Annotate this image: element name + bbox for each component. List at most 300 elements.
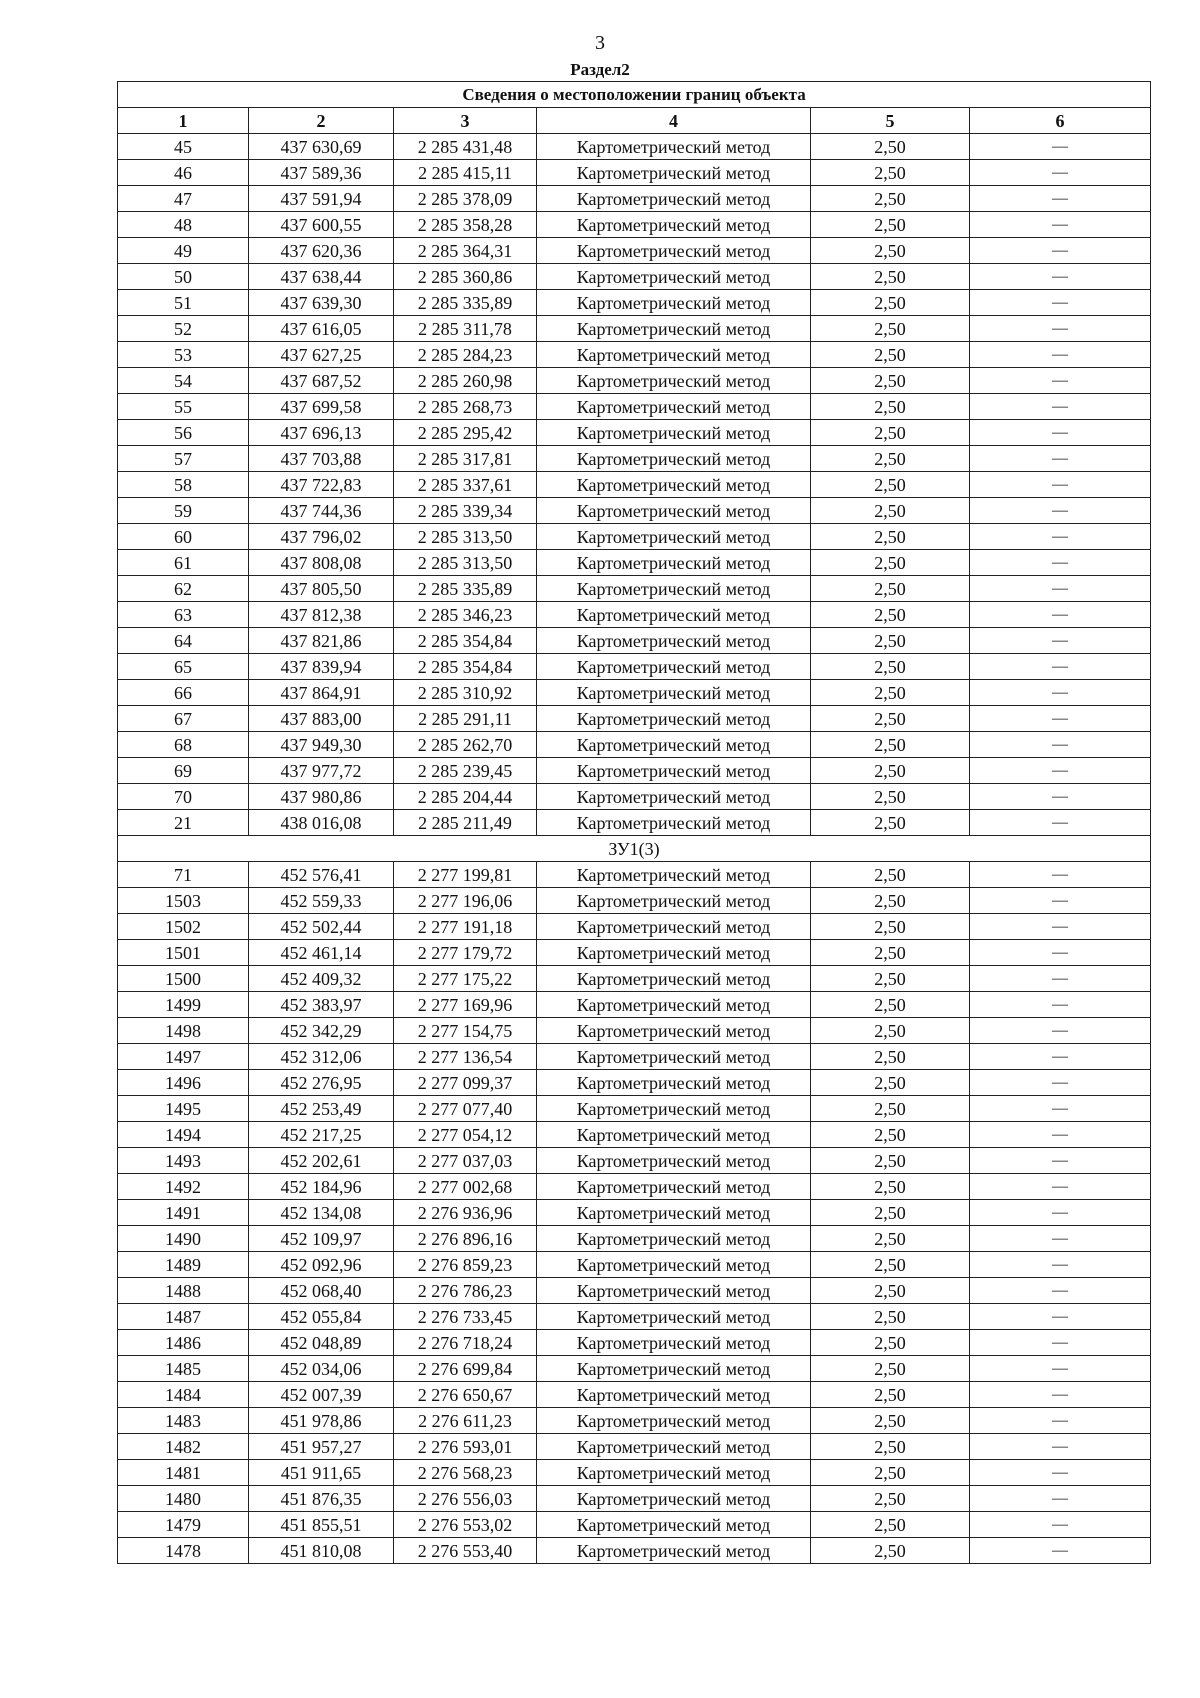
- cell-coord-x: 452 576,41: [249, 862, 394, 888]
- cell-description: —: [970, 654, 1151, 680]
- cell-accuracy: 2,50: [811, 1304, 970, 1330]
- cell-description: —: [970, 940, 1151, 966]
- cell-point-number: 45: [118, 134, 249, 160]
- cell-point-number: 49: [118, 238, 249, 264]
- cell-coord-y: 2 285 313,50: [394, 524, 537, 550]
- table-row: [118, 1070, 1151, 1096]
- cell-description: —: [970, 1226, 1151, 1252]
- table-row: [118, 290, 1151, 316]
- cell-method: Картометрический метод: [537, 1122, 811, 1148]
- cell-description: —: [970, 1330, 1151, 1356]
- cell-method: Картометрический метод: [537, 550, 811, 576]
- cell-coord-y: 2 276 936,96: [394, 1200, 537, 1226]
- table-row: [118, 1226, 1151, 1252]
- cell-coord-y: 2 277 169,96: [394, 992, 537, 1018]
- cell-method: Картометрический метод: [537, 1512, 811, 1538]
- cell-accuracy: 2,50: [811, 888, 970, 914]
- cell-coord-y: 2 276 553,40: [394, 1538, 537, 1564]
- cell-coord-x: 452 217,25: [249, 1122, 394, 1148]
- cell-coord-x: 452 461,14: [249, 940, 394, 966]
- cell-description: —: [970, 732, 1151, 758]
- table-row: [118, 1304, 1151, 1330]
- cell-coord-y: 2 285 358,28: [394, 212, 537, 238]
- table-row: [118, 1122, 1151, 1148]
- cell-accuracy: 2,50: [811, 654, 970, 680]
- cell-point-number: 1487: [118, 1304, 249, 1330]
- cell-coord-x: 451 978,86: [249, 1408, 394, 1434]
- table-row: [118, 992, 1151, 1018]
- column-number-6: 6: [970, 108, 1151, 134]
- cell-point-number: 53: [118, 342, 249, 368]
- cell-accuracy: 2,50: [811, 290, 970, 316]
- cell-accuracy: 2,50: [811, 1252, 970, 1278]
- cell-coord-y: 2 277 154,75: [394, 1018, 537, 1044]
- cell-description: —: [970, 680, 1151, 706]
- table-row: [118, 446, 1151, 472]
- cell-point-number: 69: [118, 758, 249, 784]
- cell-coord-y: 2 277 136,54: [394, 1044, 537, 1070]
- table-row: [118, 940, 1151, 966]
- cell-coord-x: 437 977,72: [249, 758, 394, 784]
- cell-coord-y: 2 277 191,18: [394, 914, 537, 940]
- cell-method: Картометрический метод: [537, 342, 811, 368]
- cell-accuracy: 2,50: [811, 992, 970, 1018]
- cell-method: Картометрический метод: [537, 524, 811, 550]
- cell-coord-y: 2 277 179,72: [394, 940, 537, 966]
- cell-coord-y: 2 285 204,44: [394, 784, 537, 810]
- cell-coord-x: 437 949,30: [249, 732, 394, 758]
- cell-accuracy: 2,50: [811, 368, 970, 394]
- cell-accuracy: 2,50: [811, 524, 970, 550]
- cell-method: Картометрический метод: [537, 186, 811, 212]
- cell-point-number: 1481: [118, 1460, 249, 1486]
- cell-point-number: 1498: [118, 1018, 249, 1044]
- cell-point-number: 50: [118, 264, 249, 290]
- table-row: [118, 1512, 1151, 1538]
- cell-coord-y: 2 277 037,03: [394, 1148, 537, 1174]
- cell-coord-x: 452 383,97: [249, 992, 394, 1018]
- cell-coord-x: 437 639,30: [249, 290, 394, 316]
- cell-description: —: [970, 1408, 1151, 1434]
- cell-coord-y: 2 276 718,24: [394, 1330, 537, 1356]
- cell-accuracy: 2,50: [811, 472, 970, 498]
- cell-method: Картометрический метод: [537, 446, 811, 472]
- table-body-part1: [118, 134, 1151, 836]
- cell-coord-x: 437 620,36: [249, 238, 394, 264]
- cell-coord-x: 437 591,94: [249, 186, 394, 212]
- cell-coord-x: 452 342,29: [249, 1018, 394, 1044]
- cell-coord-y: 2 276 699,84: [394, 1356, 537, 1382]
- cell-method: Картометрический метод: [537, 810, 811, 836]
- cell-coord-x: 451 957,27: [249, 1434, 394, 1460]
- cell-description: —: [970, 1200, 1151, 1226]
- cell-point-number: 1499: [118, 992, 249, 1018]
- cell-coord-y: 2 285 337,61: [394, 472, 537, 498]
- cell-coord-y: 2 285 262,70: [394, 732, 537, 758]
- cell-coord-y: 2 285 295,42: [394, 420, 537, 446]
- cell-method: Картометрический метод: [537, 1070, 811, 1096]
- cell-accuracy: 2,50: [811, 966, 970, 992]
- table-row: [118, 394, 1151, 420]
- cell-coord-y: 2 276 553,02: [394, 1512, 537, 1538]
- cell-accuracy: 2,50: [811, 1044, 970, 1070]
- cell-description: —: [970, 1122, 1151, 1148]
- cell-description: —: [970, 1486, 1151, 1512]
- cell-point-number: 1494: [118, 1122, 249, 1148]
- cell-coord-x: 437 699,58: [249, 394, 394, 420]
- cell-accuracy: 2,50: [811, 680, 970, 706]
- table-row: [118, 160, 1151, 186]
- cell-description: —: [970, 446, 1151, 472]
- cell-point-number: 1483: [118, 1408, 249, 1434]
- cell-point-number: 66: [118, 680, 249, 706]
- cell-method: Картометрический метод: [537, 1252, 811, 1278]
- table-row: [118, 758, 1151, 784]
- cell-point-number: 59: [118, 498, 249, 524]
- cell-method: Картометрический метод: [537, 1408, 811, 1434]
- cell-coord-x: 437 627,25: [249, 342, 394, 368]
- cell-coord-x: 437 808,08: [249, 550, 394, 576]
- cell-point-number: 64: [118, 628, 249, 654]
- cell-description: —: [970, 706, 1151, 732]
- cell-point-number: 56: [118, 420, 249, 446]
- cell-coord-y: 2 277 099,37: [394, 1070, 537, 1096]
- cell-method: Картометрический метод: [537, 680, 811, 706]
- cell-coord-x: 452 276,95: [249, 1070, 394, 1096]
- cell-description: —: [970, 628, 1151, 654]
- table-row: [118, 342, 1151, 368]
- cell-coord-y: 2 285 268,73: [394, 394, 537, 420]
- cell-coord-x: 452 559,33: [249, 888, 394, 914]
- cell-coord-x: 452 068,40: [249, 1278, 394, 1304]
- cell-accuracy: 2,50: [811, 1382, 970, 1408]
- table-row: [118, 498, 1151, 524]
- cell-method: Картометрический метод: [537, 1538, 811, 1564]
- cell-method: Картометрический метод: [537, 420, 811, 446]
- cell-coord-y: 2 276 568,23: [394, 1460, 537, 1486]
- cell-method: Картометрический метод: [537, 212, 811, 238]
- cell-method: Картометрический метод: [537, 394, 811, 420]
- cell-description: —: [970, 264, 1151, 290]
- column-number-4: 4: [537, 108, 811, 134]
- cell-coord-x: 452 312,06: [249, 1044, 394, 1070]
- cell-coord-y: 2 276 650,67: [394, 1382, 537, 1408]
- cell-coord-x: 437 722,83: [249, 472, 394, 498]
- group-row: [118, 836, 1151, 862]
- cell-coord-x: 437 630,69: [249, 134, 394, 160]
- cell-coord-y: 2 285 360,86: [394, 264, 537, 290]
- cell-accuracy: 2,50: [811, 134, 970, 160]
- table-row: [118, 1538, 1151, 1564]
- table-row: [118, 134, 1151, 160]
- cell-coord-y: 2 285 339,34: [394, 498, 537, 524]
- cell-method: Картометрический метод: [537, 290, 811, 316]
- cell-description: —: [970, 784, 1151, 810]
- cell-coord-x: 437 696,13: [249, 420, 394, 446]
- table-row: [118, 1382, 1151, 1408]
- table-row: [118, 914, 1151, 940]
- table-row: [118, 368, 1151, 394]
- cell-coord-x: 437 687,52: [249, 368, 394, 394]
- cell-accuracy: 2,50: [811, 550, 970, 576]
- cell-point-number: 1484: [118, 1382, 249, 1408]
- cell-coord-y: 2 285 431,48: [394, 134, 537, 160]
- cell-coord-x: 437 589,36: [249, 160, 394, 186]
- cell-coord-x: 437 616,05: [249, 316, 394, 342]
- cell-coord-x: 437 839,94: [249, 654, 394, 680]
- cell-coord-y: 2 285 378,09: [394, 186, 537, 212]
- cell-method: Картометрический метод: [537, 862, 811, 888]
- table-row: [118, 706, 1151, 732]
- cell-accuracy: 2,50: [811, 1070, 970, 1096]
- cell-accuracy: 2,50: [811, 212, 970, 238]
- cell-coord-x: 451 810,08: [249, 1538, 394, 1564]
- cell-coord-x: 452 048,89: [249, 1330, 394, 1356]
- cell-method: Картометрический метод: [537, 264, 811, 290]
- cell-point-number: 48: [118, 212, 249, 238]
- cell-description: —: [970, 576, 1151, 602]
- cell-point-number: 47: [118, 186, 249, 212]
- cell-coord-y: 2 277 077,40: [394, 1096, 537, 1122]
- cell-accuracy: 2,50: [811, 420, 970, 446]
- cell-method: Картометрический метод: [537, 1330, 811, 1356]
- cell-point-number: 70: [118, 784, 249, 810]
- cell-method: Картометрический метод: [537, 888, 811, 914]
- cell-method: Картометрический метод: [537, 1304, 811, 1330]
- cell-description: —: [970, 992, 1151, 1018]
- cell-description: —: [970, 1018, 1151, 1044]
- cell-method: Картометрический метод: [537, 238, 811, 264]
- cell-point-number: 52: [118, 316, 249, 342]
- cell-accuracy: 2,50: [811, 706, 970, 732]
- cell-description: —: [970, 1278, 1151, 1304]
- cell-method: Картометрический метод: [537, 914, 811, 940]
- cell-method: Картометрический метод: [537, 992, 811, 1018]
- cell-coord-x: 437 600,55: [249, 212, 394, 238]
- cell-coord-x: 452 092,96: [249, 1252, 394, 1278]
- cell-point-number: 55: [118, 394, 249, 420]
- cell-point-number: 1500: [118, 966, 249, 992]
- cell-description: —: [970, 550, 1151, 576]
- cell-method: Картометрический метод: [537, 576, 811, 602]
- table-row: [118, 654, 1151, 680]
- cell-description: —: [970, 1356, 1151, 1382]
- table-row: [118, 1096, 1151, 1122]
- cell-point-number: 1485: [118, 1356, 249, 1382]
- cell-point-number: 1497: [118, 1044, 249, 1070]
- cell-method: Картометрический метод: [537, 1486, 811, 1512]
- cell-method: Картометрический метод: [537, 1382, 811, 1408]
- table-row: [118, 1148, 1151, 1174]
- cell-description: —: [970, 186, 1151, 212]
- cell-accuracy: 2,50: [811, 446, 970, 472]
- cell-accuracy: 2,50: [811, 316, 970, 342]
- table-row: [118, 784, 1151, 810]
- cell-accuracy: 2,50: [811, 1122, 970, 1148]
- cell-description: —: [970, 810, 1151, 836]
- column-number-5: 5: [811, 108, 970, 134]
- cell-method: Картометрический метод: [537, 472, 811, 498]
- table-row: [118, 186, 1151, 212]
- cell-accuracy: 2,50: [811, 1434, 970, 1460]
- cell-description: —: [970, 862, 1151, 888]
- cell-accuracy: 2,50: [811, 1512, 970, 1538]
- cell-accuracy: 2,50: [811, 758, 970, 784]
- cell-coord-y: 2 285 284,23: [394, 342, 537, 368]
- cell-method: Картометрический метод: [537, 602, 811, 628]
- table-row: [118, 628, 1151, 654]
- cell-description: —: [970, 212, 1151, 238]
- cell-coord-x: 451 876,35: [249, 1486, 394, 1512]
- cell-accuracy: 2,50: [811, 1174, 970, 1200]
- group-label: ЗУ1(3): [118, 836, 1151, 862]
- cell-coord-y: 2 277 054,12: [394, 1122, 537, 1148]
- cell-description: —: [970, 758, 1151, 784]
- cell-point-number: 67: [118, 706, 249, 732]
- cell-description: —: [970, 1096, 1151, 1122]
- cell-accuracy: 2,50: [811, 914, 970, 940]
- table-row: [118, 316, 1151, 342]
- cell-coord-x: 452 502,44: [249, 914, 394, 940]
- cell-coord-y: 2 277 002,68: [394, 1174, 537, 1200]
- cell-coord-x: 452 007,39: [249, 1382, 394, 1408]
- cell-point-number: 63: [118, 602, 249, 628]
- cell-description: —: [970, 420, 1151, 446]
- cell-method: Картометрический метод: [537, 732, 811, 758]
- cell-point-number: 1501: [118, 940, 249, 966]
- cell-description: —: [970, 472, 1151, 498]
- cell-description: —: [970, 1304, 1151, 1330]
- boundary-coordinates-table: [117, 81, 1151, 1564]
- cell-point-number: 46: [118, 160, 249, 186]
- cell-accuracy: 2,50: [811, 186, 970, 212]
- cell-coord-x: 452 253,49: [249, 1096, 394, 1122]
- table-row: [118, 1278, 1151, 1304]
- table-caption: Сведения о местоположении границ объекта: [118, 82, 1151, 108]
- cell-accuracy: 2,50: [811, 732, 970, 758]
- cell-coord-y: 2 285 260,98: [394, 368, 537, 394]
- cell-description: —: [970, 1148, 1151, 1174]
- cell-accuracy: 2,50: [811, 784, 970, 810]
- cell-method: Картометрический метод: [537, 1226, 811, 1252]
- table-row: [118, 472, 1151, 498]
- cell-accuracy: 2,50: [811, 1226, 970, 1252]
- cell-description: —: [970, 888, 1151, 914]
- cell-accuracy: 2,50: [811, 1538, 970, 1564]
- cell-coord-y: 2 285 310,92: [394, 680, 537, 706]
- cell-coord-x: 437 883,00: [249, 706, 394, 732]
- cell-method: Картометрический метод: [537, 134, 811, 160]
- cell-point-number: 68: [118, 732, 249, 758]
- table-row: [118, 862, 1151, 888]
- cell-coord-y: 2 285 415,11: [394, 160, 537, 186]
- table-row: [118, 1486, 1151, 1512]
- table-row: [118, 1434, 1151, 1460]
- cell-coord-x: 452 409,32: [249, 966, 394, 992]
- cell-description: —: [970, 342, 1151, 368]
- cell-point-number: 60: [118, 524, 249, 550]
- cell-point-number: 1478: [118, 1538, 249, 1564]
- table-row: [118, 1044, 1151, 1070]
- cell-accuracy: 2,50: [811, 862, 970, 888]
- cell-point-number: 1479: [118, 1512, 249, 1538]
- cell-accuracy: 2,50: [811, 810, 970, 836]
- cell-method: Картометрический метод: [537, 160, 811, 186]
- cell-point-number: 65: [118, 654, 249, 680]
- cell-method: Картометрический метод: [537, 784, 811, 810]
- cell-point-number: 57: [118, 446, 249, 472]
- cell-method: Картометрический метод: [537, 1044, 811, 1070]
- cell-description: —: [970, 1252, 1151, 1278]
- cell-accuracy: 2,50: [811, 394, 970, 420]
- cell-accuracy: 2,50: [811, 1486, 970, 1512]
- cell-description: —: [970, 134, 1151, 160]
- cell-accuracy: 2,50: [811, 264, 970, 290]
- cell-coord-x: 437 744,36: [249, 498, 394, 524]
- table-row: [118, 888, 1151, 914]
- table-row: [118, 1460, 1151, 1486]
- cell-accuracy: 2,50: [811, 238, 970, 264]
- cell-point-number: 1489: [118, 1252, 249, 1278]
- cell-description: —: [970, 1382, 1151, 1408]
- cell-coord-x: 452 184,96: [249, 1174, 394, 1200]
- table-row: [118, 550, 1151, 576]
- table-row: [118, 602, 1151, 628]
- cell-point-number: 62: [118, 576, 249, 602]
- cell-description: —: [970, 1460, 1151, 1486]
- cell-method: Картометрический метод: [537, 368, 811, 394]
- cell-accuracy: 2,50: [811, 1330, 970, 1356]
- cell-point-number: 54: [118, 368, 249, 394]
- cell-accuracy: 2,50: [811, 1018, 970, 1044]
- table-row: [118, 576, 1151, 602]
- cell-accuracy: 2,50: [811, 342, 970, 368]
- cell-description: —: [970, 602, 1151, 628]
- cell-description: —: [970, 316, 1151, 342]
- cell-coord-y: 2 276 593,01: [394, 1434, 537, 1460]
- table-row: [118, 810, 1151, 836]
- cell-point-number: 71: [118, 862, 249, 888]
- table-row: [118, 966, 1151, 992]
- cell-method: Картометрический метод: [537, 1200, 811, 1226]
- cell-point-number: 1492: [118, 1174, 249, 1200]
- cell-point-number: 1491: [118, 1200, 249, 1226]
- cell-description: —: [970, 1538, 1151, 1564]
- cell-point-number: 1486: [118, 1330, 249, 1356]
- cell-point-number: 58: [118, 472, 249, 498]
- cell-point-number: 51: [118, 290, 249, 316]
- table-row: [118, 1018, 1151, 1044]
- cell-coord-y: 2 285 354,84: [394, 628, 537, 654]
- cell-accuracy: 2,50: [811, 576, 970, 602]
- table-row: [118, 1252, 1151, 1278]
- cell-coord-x: 437 812,38: [249, 602, 394, 628]
- cell-accuracy: 2,50: [811, 1356, 970, 1382]
- cell-coord-x: 452 109,97: [249, 1226, 394, 1252]
- cell-coord-y: 2 285 291,11: [394, 706, 537, 732]
- table-row: [118, 420, 1151, 446]
- cell-description: —: [970, 160, 1151, 186]
- table-row: [118, 1174, 1151, 1200]
- table-row: [118, 238, 1151, 264]
- cell-accuracy: 2,50: [811, 160, 970, 186]
- table-group-header: [118, 836, 1151, 862]
- cell-method: Картометрический метод: [537, 966, 811, 992]
- cell-accuracy: 2,50: [811, 1408, 970, 1434]
- cell-coord-y: 2 285 313,50: [394, 550, 537, 576]
- page-number: 3: [595, 32, 605, 54]
- cell-coord-y: 2 277 199,81: [394, 862, 537, 888]
